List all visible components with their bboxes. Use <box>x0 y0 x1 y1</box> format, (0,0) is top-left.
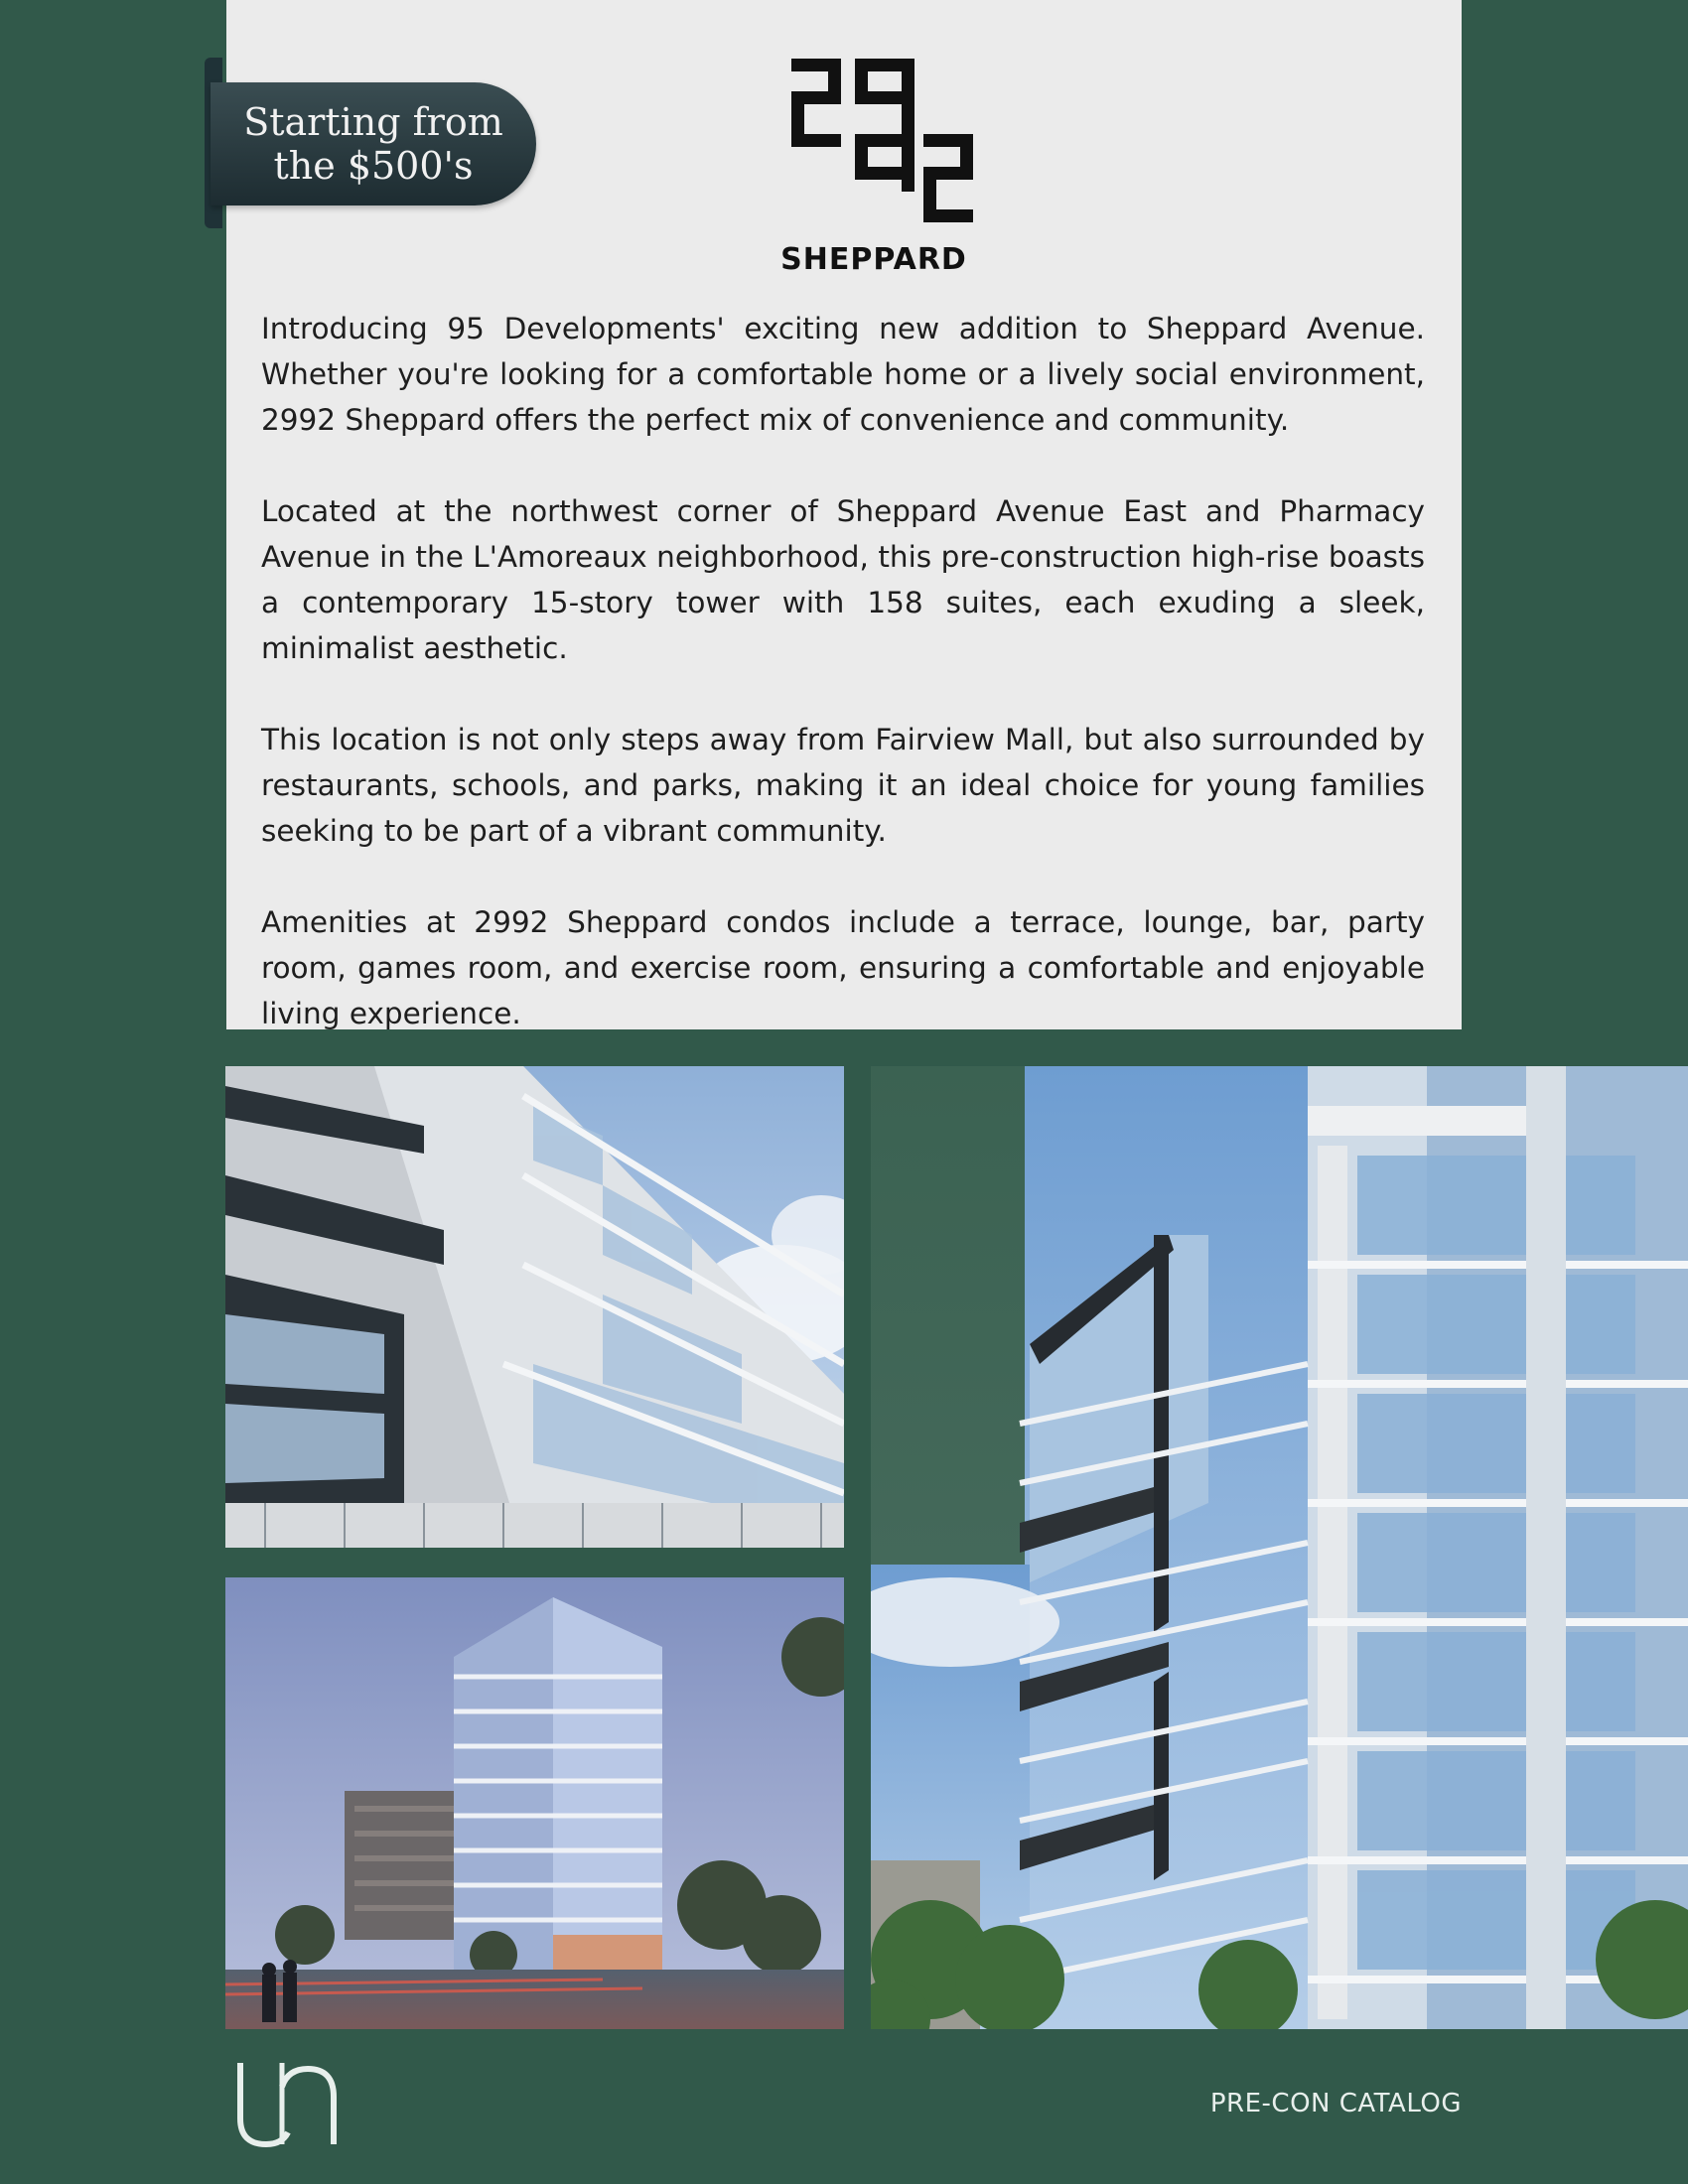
sheppard-logo <box>765 56 983 278</box>
catalog-label: PRE-CON CATALOG <box>1209 2089 1462 2118</box>
price-tag <box>205 58 536 208</box>
un-brand-logo-icon <box>232 2059 342 2150</box>
intro-text <box>261 306 1425 1082</box>
price-tag-line2: the $500's <box>273 144 474 188</box>
logo-digits-graphic <box>765 56 983 234</box>
intro-paragraph-4: Amenities at 2992 Sheppard condos include a terrace, lounge, bar, party room, games room, and exercise room, ensuring a comfortable and enjoyable living experience. <box>261 905 1425 1030</box>
intro-paragraph-1: Introducing 95 Developments' exciting new addition to Sheppard Avenue. Whether you're looking for a comfortable home or a lively social environment, 2992 Sheppard offers the perfect mix of convenience and community. <box>261 312 1425 437</box>
price-tag-line1: Starting from <box>243 100 503 144</box>
logo-wordmark: SHEPPARD <box>780 242 967 277</box>
intro-paragraph-2: Located at the northwest corner of Sheppard Avenue East and Pharmacy Avenue in the L'Amoreaux neighborhood, this pre-construction high-rise boasts a contemporary 15-story tower with 158 suites, each exuding a sleek, minimalist aesthetic. <box>261 494 1425 665</box>
tower-closeup-photo <box>225 1066 844 1548</box>
tower-evening-photo <box>225 1577 844 2029</box>
tower-street-view-photo <box>871 1066 1688 2029</box>
intro-paragraph-3: This location is not only steps away from Fairview Mall, but also surrounded by restaurants, schools, and parks, making it an ideal choice for young families seeking to be part of a vibrant community. <box>261 723 1425 848</box>
